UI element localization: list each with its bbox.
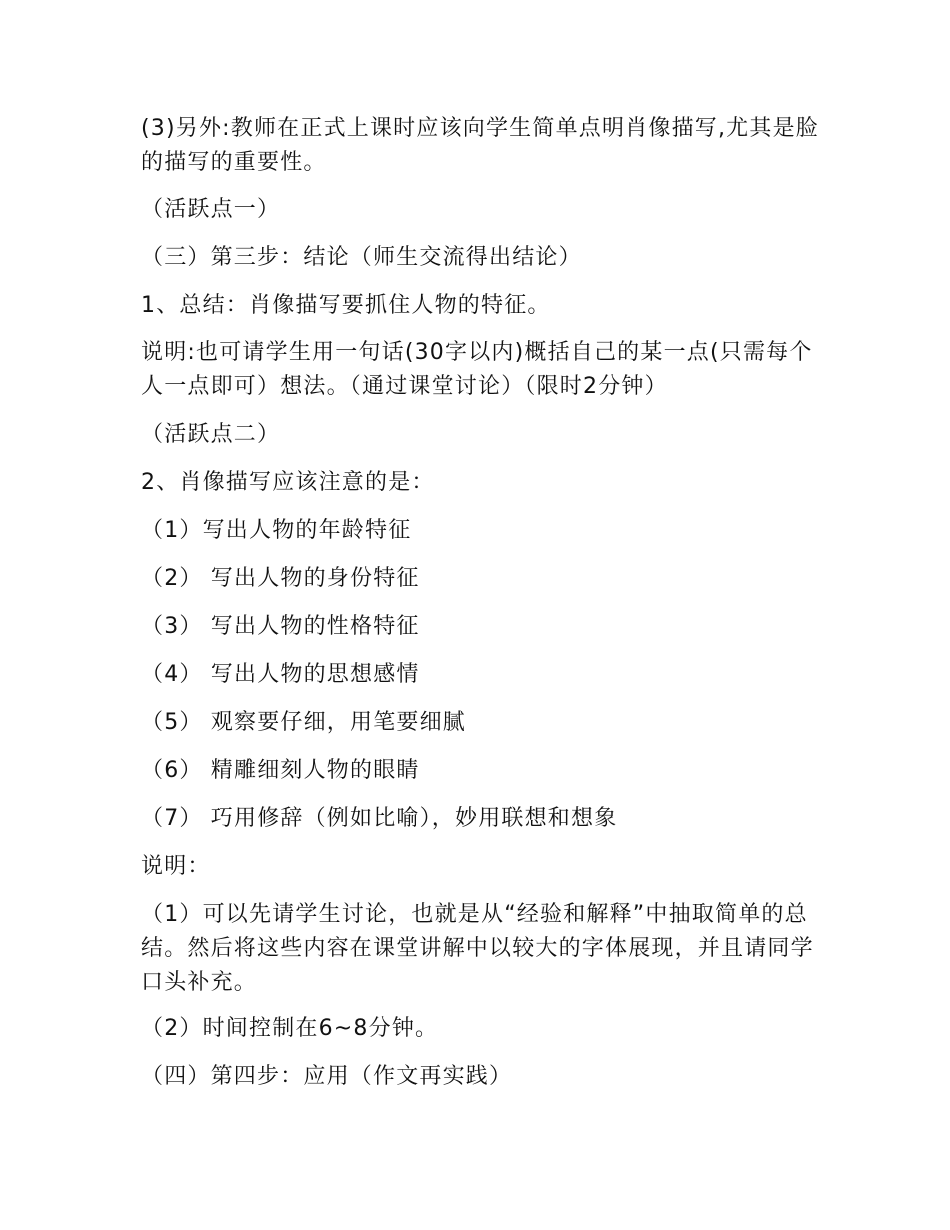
- paragraph-active-point-1: （活跃点一）: [141, 197, 281, 222]
- paragraph-time-control: （2）时间控制在6~8分钟。: [141, 1016, 439, 1041]
- list-item-1: （1）写出人物的年龄特征: [141, 518, 412, 543]
- list-item-7: （7） 巧用修辞（例如比喻），妙用联想和想象: [141, 806, 618, 831]
- paragraph-active-point-2: （活跃点二）: [141, 422, 281, 447]
- list-item-6: （6） 精雕细刻人物的眼睛: [141, 758, 420, 783]
- paragraph-explanation-2: （1）可以先请学生讨论，也就是从“经验和解释”中抽取简单的总结。然后将这些内容在课堂讲解中以较大的字体展现，并且请同学口头补充。: [141, 902, 814, 995]
- paragraph-summary: 1、总结：肖像描写要抓住人物的特征。: [141, 293, 551, 318]
- list-item-3: （3） 写出人物的性格特征: [141, 614, 420, 639]
- heading-step-three: （三）第三步：结论（师生交流得出结论）: [141, 245, 582, 270]
- paragraph-explanation-1: 说明:也可请学生用一句话(30字以内)概括自己的某一点(只需每个人一点即可）想法。（通过课堂讨论）（限时2分钟）: [141, 340, 813, 399]
- paragraph-explanation-label: 说明：: [141, 854, 211, 879]
- heading-step-four: （四）第四步：应用（作文再实践）: [141, 1064, 513, 1089]
- paragraph-intro-note: (3)另外:教师在正式上课时应该向学生简单点明肖像描写,尤其是脸的描写的重要性。: [141, 116, 819, 175]
- paragraph-attention-points: 2、肖像描写应该注意的是：: [141, 470, 435, 495]
- list-item-4: （4） 写出人物的思想感情: [141, 662, 420, 687]
- list-item-2: （2） 写出人物的身份特征: [141, 566, 420, 591]
- list-item-5: （5） 观察要仔细，用笔要细腻: [141, 710, 466, 735]
